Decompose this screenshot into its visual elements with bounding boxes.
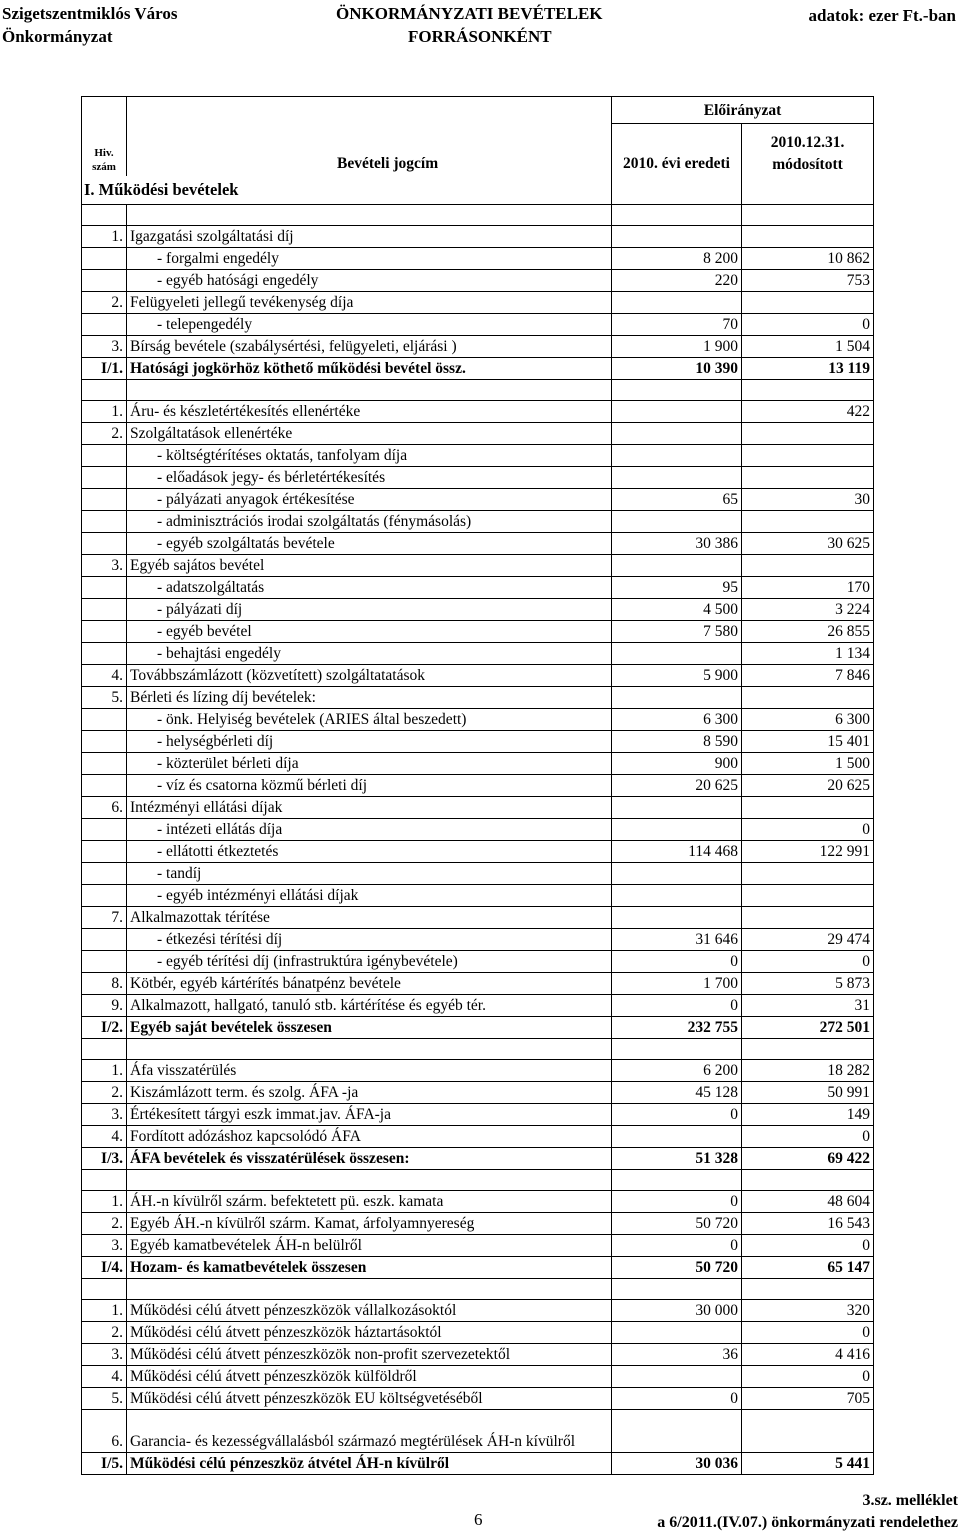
modified-appropriation xyxy=(742,422,874,444)
row-label: Felügyeleti jellegű tevékenység díja xyxy=(127,291,612,313)
row-number: 1. xyxy=(82,225,127,247)
modified-appropriation: 30 625 xyxy=(742,532,874,554)
modified-appropriation xyxy=(742,291,874,313)
original-appropriation xyxy=(612,906,742,928)
row-number: 9. xyxy=(82,994,127,1016)
row-label: - előadások jegy- és bérletértékesítés xyxy=(127,466,612,488)
row-number: 6. xyxy=(82,796,127,818)
original-appropriation xyxy=(612,291,742,313)
original-appropriation xyxy=(612,1409,742,1452)
eredeti-header: 2010. évi eredeti xyxy=(612,124,742,176)
row-label: Szolgáltatások ellenértéke xyxy=(127,422,612,444)
row-number: I/3. xyxy=(82,1147,127,1169)
original-appropriation: 30 000 xyxy=(612,1299,742,1321)
row-label: Továbbszámlázott (közvetített) szolgáltatatások xyxy=(127,664,612,686)
row-label: Értékesített tárgyi eszk immat.jav. ÁFA-ja xyxy=(127,1103,612,1125)
row-label: - egyéb intézményi ellátási díjak xyxy=(127,884,612,906)
modified-appropriation: 5 873 xyxy=(742,972,874,994)
modified-appropriation: 69 422 xyxy=(742,1147,874,1169)
table-row xyxy=(82,818,874,840)
original-appropriation xyxy=(612,444,742,466)
row-label: - víz és csatorna közmű bérleti díj xyxy=(127,774,612,796)
spacer-row xyxy=(82,1169,874,1190)
modified-appropriation: 0 xyxy=(742,1234,874,1256)
row-number: 1. xyxy=(82,1059,127,1081)
table-row xyxy=(82,1387,874,1409)
table-row xyxy=(82,466,874,488)
row-number: I/1. xyxy=(82,357,127,379)
row-label: - közterület bérleti díja xyxy=(127,752,612,774)
total-row xyxy=(82,1016,874,1038)
row-label: Alkalmazottak térítése xyxy=(127,906,612,928)
szam-label: szám xyxy=(92,160,116,173)
row-number xyxy=(82,620,127,642)
modified-appropriation: 753 xyxy=(742,269,874,291)
table-row xyxy=(82,862,874,884)
page-number: 6 xyxy=(474,1510,483,1529)
original-appropriation: 95 xyxy=(612,576,742,598)
row-label: Garancia- és kezességvállalásból származó megtérülések ÁH-n kívülről xyxy=(127,1409,612,1452)
document-title: ÖNKORMÁNYZATI BEVÉTELEK xyxy=(336,4,603,23)
table-row xyxy=(82,422,874,444)
original-appropriation: 5 900 xyxy=(612,664,742,686)
municipality-suffix: Önkormányzat xyxy=(2,27,113,46)
row-number xyxy=(82,598,127,620)
original-appropriation: 20 625 xyxy=(612,774,742,796)
total-row xyxy=(82,357,874,379)
original-appropriation: 900 xyxy=(612,752,742,774)
spacer-row xyxy=(82,379,874,400)
row-label: Áru- és készletértékesítés ellenértéke xyxy=(127,400,612,422)
spacer-row xyxy=(82,1278,874,1299)
row-label: Működési célú pénzeszköz átvétel ÁH-n kívülről xyxy=(127,1452,612,1474)
modified-appropriation: 1 500 xyxy=(742,752,874,774)
original-appropriation xyxy=(612,884,742,906)
row-number: 5. xyxy=(82,686,127,708)
row-label: Bérleti és lízing díj bevételek: xyxy=(127,686,612,708)
jogcim-header: Bevételi jogcím xyxy=(127,124,612,176)
row-label: - intézeti ellátás díja xyxy=(127,818,612,840)
row-label: Egyéb saját bevételek összesen xyxy=(127,1016,612,1038)
row-label: Alkalmazott, hallgató, tanuló stb. kártérítése és egyéb tér. xyxy=(127,994,612,1016)
modified-appropriation: 48 604 xyxy=(742,1190,874,1212)
row-number xyxy=(82,818,127,840)
row-label: - forgalmi engedély xyxy=(127,247,612,269)
modified-appropriation xyxy=(742,554,874,576)
original-appropriation xyxy=(612,400,742,422)
table-row xyxy=(82,1321,874,1343)
table-row xyxy=(82,554,874,576)
table-header-row-1 xyxy=(82,97,874,124)
modified-appropriation: 16 543 xyxy=(742,1212,874,1234)
row-number xyxy=(82,488,127,510)
original-appropriation: 10 390 xyxy=(612,357,742,379)
table-row xyxy=(82,972,874,994)
original-appropriation: 1 700 xyxy=(612,972,742,994)
table-row xyxy=(82,444,874,466)
table-row xyxy=(82,1343,874,1365)
modified-appropriation: 0 xyxy=(742,1321,874,1343)
row-label: Áfa visszatérülés xyxy=(127,1059,612,1081)
row-number xyxy=(82,708,127,730)
table-row xyxy=(82,796,874,818)
header-left xyxy=(2,2,178,48)
modified-appropriation xyxy=(742,510,874,532)
spacer-row xyxy=(82,204,874,225)
original-appropriation: 220 xyxy=(612,269,742,291)
row-number: 4. xyxy=(82,1125,127,1147)
row-label: Fordított adózáshoz kapcsolódó ÁFA xyxy=(127,1125,612,1147)
row-label: Működési célú átvett pénzeszközök háztartásoktól xyxy=(127,1321,612,1343)
row-number: 4. xyxy=(82,664,127,686)
table-row xyxy=(82,1409,874,1452)
row-number xyxy=(82,466,127,488)
modified-appropriation: 422 xyxy=(742,400,874,422)
original-appropriation xyxy=(612,1365,742,1387)
original-appropriation: 70 xyxy=(612,313,742,335)
original-appropriation xyxy=(612,422,742,444)
modified-appropriation: 3 224 xyxy=(742,598,874,620)
row-number: 3. xyxy=(82,335,127,357)
original-appropriation: 232 755 xyxy=(612,1016,742,1038)
row-label: Hatósági jogkörhöz köthető működési bevétel össz. xyxy=(127,357,612,379)
modified-appropriation: 13 119 xyxy=(742,357,874,379)
original-appropriation: 8 200 xyxy=(612,247,742,269)
modified-appropriation: 320 xyxy=(742,1299,874,1321)
modified-appropriation: 18 282 xyxy=(742,1059,874,1081)
table-row xyxy=(82,1125,874,1147)
original-appropriation: 6 300 xyxy=(612,708,742,730)
row-label: - költségtérítéses oktatás, tanfolyam díja xyxy=(127,444,612,466)
annex-number: 3.sz. melléklet xyxy=(862,1492,958,1509)
modified-appropriation: 26 855 xyxy=(742,620,874,642)
row-label: - pályázati anyagok értékesítése xyxy=(127,488,612,510)
modified-appropriation: 0 xyxy=(742,950,874,972)
units-note: adatok: ezer Ft.-ban xyxy=(808,6,956,25)
original-appropriation xyxy=(612,225,742,247)
modified-appropriation: 30 xyxy=(742,488,874,510)
section-row xyxy=(82,176,874,205)
row-number: 3. xyxy=(82,1103,127,1125)
table-row xyxy=(82,510,874,532)
original-appropriation: 51 328 xyxy=(612,1147,742,1169)
table-row xyxy=(82,488,874,510)
row-label: - telepengedély xyxy=(127,313,612,335)
modified-appropriation: 705 xyxy=(742,1387,874,1409)
row-number: 7. xyxy=(82,906,127,928)
row-number: 2. xyxy=(82,291,127,313)
original-appropriation xyxy=(612,1321,742,1343)
row-number: 3. xyxy=(82,554,127,576)
table-header-row-2 xyxy=(82,124,874,176)
row-label: Egyéb ÁH.-n kívülről szárm. Kamat, árfolyamnyereség xyxy=(127,1212,612,1234)
row-label: Működési célú átvett pénzeszközök külföldről xyxy=(127,1365,612,1387)
modified-appropriation: 15 401 xyxy=(742,730,874,752)
original-appropriation: 8 590 xyxy=(612,730,742,752)
table-row xyxy=(82,906,874,928)
row-label: Működési célú átvett pénzeszközök non-profit szervezetektől xyxy=(127,1343,612,1365)
original-appropriation xyxy=(612,862,742,884)
row-label: - egyéb bevétel xyxy=(127,620,612,642)
original-appropriation: 50 720 xyxy=(612,1212,742,1234)
original-appropriation: 0 xyxy=(612,1387,742,1409)
original-appropriation: 1 900 xyxy=(612,335,742,357)
modified-appropriation: 1 134 xyxy=(742,642,874,664)
row-number xyxy=(82,247,127,269)
row-label: ÁFA bevételek és visszatérülések összesen: xyxy=(127,1147,612,1169)
row-label: - önk. Helyiség bevételek (ARIES által beszedett) xyxy=(127,708,612,730)
original-appropriation xyxy=(612,554,742,576)
row-number: 4. xyxy=(82,1365,127,1387)
row-number: 8. xyxy=(82,972,127,994)
table-row xyxy=(82,642,874,664)
row-number: I/4. xyxy=(82,1256,127,1278)
original-appropriation xyxy=(612,818,742,840)
row-number xyxy=(82,642,127,664)
modified-appropriation: 0 xyxy=(742,313,874,335)
row-label: Működési célú átvett pénzeszközök vállalkozásoktól xyxy=(127,1299,612,1321)
hiv-label: Hiv. xyxy=(94,146,114,159)
original-appropriation: 30 386 xyxy=(612,532,742,554)
row-number: 5. xyxy=(82,1387,127,1409)
modified-appropriation: 29 474 xyxy=(742,928,874,950)
table-row xyxy=(82,708,874,730)
row-number xyxy=(82,840,127,862)
row-label: Hozam- és kamatbevételek összesen xyxy=(127,1256,612,1278)
row-number: 1. xyxy=(82,400,127,422)
row-number: 3. xyxy=(82,1343,127,1365)
modified-appropriation xyxy=(742,225,874,247)
modified-appropriation: 7 846 xyxy=(742,664,874,686)
row-label: - tandíj xyxy=(127,862,612,884)
header-center xyxy=(336,2,636,48)
row-number xyxy=(82,928,127,950)
row-label: Kiszámlázott term. és szolg. ÁFA -ja xyxy=(127,1081,612,1103)
original-appropriation: 7 580 xyxy=(612,620,742,642)
total-row xyxy=(82,1256,874,1278)
row-label: - helységbérleti díj xyxy=(127,730,612,752)
original-appropriation xyxy=(612,796,742,818)
row-label: Bírság bevétele (szabálysértési, felügyeleti, eljárási ) xyxy=(127,335,612,357)
table-row xyxy=(82,1190,874,1212)
modified-appropriation: 149 xyxy=(742,1103,874,1125)
row-label: Egyéb kamatbevételek ÁH-n belülről xyxy=(127,1234,612,1256)
original-appropriation xyxy=(612,466,742,488)
modified-appropriation: 5 441 xyxy=(742,1452,874,1474)
municipality-name: Szigetszentmiklós Város xyxy=(2,4,178,23)
row-number xyxy=(82,532,127,554)
original-appropriation: 0 xyxy=(612,950,742,972)
table-row xyxy=(82,576,874,598)
table-row xyxy=(82,994,874,1016)
row-label: Működési célú átvett pénzeszközök EU költségvetéséből xyxy=(127,1387,612,1409)
row-number xyxy=(82,444,127,466)
table-row xyxy=(82,664,874,686)
row-number: 1. xyxy=(82,1190,127,1212)
document-subtitle: FORRÁSONKÉNT xyxy=(408,27,552,46)
table-row xyxy=(82,950,874,972)
hiv-szam-header xyxy=(82,124,127,176)
row-label: Egyéb sajátos bevétel xyxy=(127,554,612,576)
modified-appropriation xyxy=(742,444,874,466)
table-row xyxy=(82,313,874,335)
original-appropriation: 50 720 xyxy=(612,1256,742,1278)
total-row xyxy=(82,1452,874,1474)
modified-appropriation: 0 xyxy=(742,1125,874,1147)
table-row xyxy=(82,620,874,642)
table-row xyxy=(82,247,874,269)
modified-appropriation: 0 xyxy=(742,818,874,840)
modified-appropriation xyxy=(742,466,874,488)
original-appropriation: 31 646 xyxy=(612,928,742,950)
row-number: I/2. xyxy=(82,1016,127,1038)
row-label: - egyéb hatósági engedély xyxy=(127,269,612,291)
original-appropriation xyxy=(612,510,742,532)
modified-appropriation xyxy=(742,862,874,884)
table-row xyxy=(82,774,874,796)
original-appropriation xyxy=(612,642,742,664)
row-label: Igazgatási szolgáltatási díj xyxy=(127,225,612,247)
row-label: - ellátotti étkeztetés xyxy=(127,840,612,862)
table-row xyxy=(82,598,874,620)
row-number xyxy=(82,313,127,335)
row-label: Intézményi ellátási díjak xyxy=(127,796,612,818)
modified-appropriation: 10 862 xyxy=(742,247,874,269)
row-number: 2. xyxy=(82,1081,127,1103)
row-number xyxy=(82,752,127,774)
modified-appropriation: 20 625 xyxy=(742,774,874,796)
original-appropriation: 36 xyxy=(612,1343,742,1365)
row-label: - étkezési térítési díj xyxy=(127,928,612,950)
row-label: - behajtási engedély xyxy=(127,642,612,664)
table-row xyxy=(82,730,874,752)
original-appropriation xyxy=(612,1125,742,1147)
row-label: - egyéb térítési díj (infrastruktúra igénybevétele) xyxy=(127,950,612,972)
row-label: Kötbér, egyéb kártérítés bánatpénz bevétele xyxy=(127,972,612,994)
original-appropriation: 114 468 xyxy=(612,840,742,862)
original-appropriation: 0 xyxy=(612,994,742,1016)
modified-appropriation xyxy=(742,796,874,818)
row-number xyxy=(82,730,127,752)
table-row xyxy=(82,1234,874,1256)
table-row xyxy=(82,840,874,862)
table-row xyxy=(82,291,874,313)
modified-appropriation: 122 991 xyxy=(742,840,874,862)
table-row xyxy=(82,884,874,906)
original-appropriation: 30 036 xyxy=(612,1452,742,1474)
modified-appropriation xyxy=(742,884,874,906)
row-number xyxy=(82,576,127,598)
modified-appropriation: 50 991 xyxy=(742,1081,874,1103)
total-row xyxy=(82,1147,874,1169)
row-label: ÁH.-n kívülről szárm. befektetett pü. eszk. kamata xyxy=(127,1190,612,1212)
original-appropriation: 0 xyxy=(612,1190,742,1212)
modified-appropriation: 4 416 xyxy=(742,1343,874,1365)
table-row xyxy=(82,335,874,357)
table-row xyxy=(82,928,874,950)
row-number: I/5. xyxy=(82,1452,127,1474)
row-number: 2. xyxy=(82,422,127,444)
table-row xyxy=(82,532,874,554)
eloiranyzat-header: Előirányzat xyxy=(612,97,874,124)
modositott-date: 2010.12.31. xyxy=(770,133,845,151)
original-appropriation: 0 xyxy=(612,1103,742,1125)
modositott-header xyxy=(742,124,874,176)
table-row xyxy=(82,269,874,291)
row-number xyxy=(82,884,127,906)
modified-appropriation xyxy=(742,906,874,928)
modified-appropriation xyxy=(742,686,874,708)
original-appropriation xyxy=(612,686,742,708)
row-number xyxy=(82,862,127,884)
regulation-reference: a 6/2011.(IV.07.) önkormányzati rendelethez xyxy=(657,1514,958,1531)
table-row xyxy=(82,400,874,422)
row-number xyxy=(82,510,127,532)
row-label: - pályázati díj xyxy=(127,598,612,620)
original-appropriation: 0 xyxy=(612,1234,742,1256)
table-row xyxy=(82,686,874,708)
modified-appropriation: 0 xyxy=(742,1365,874,1387)
row-number: 6. xyxy=(82,1409,127,1452)
modified-appropriation: 65 147 xyxy=(742,1256,874,1278)
annex-note xyxy=(657,1490,958,1534)
table-row xyxy=(82,1365,874,1387)
table-row xyxy=(82,1059,874,1081)
table-row xyxy=(82,752,874,774)
revenue-table xyxy=(81,96,874,1475)
row-number: 2. xyxy=(82,1321,127,1343)
modified-appropriation: 1 504 xyxy=(742,335,874,357)
section-title: I. Működési bevételek xyxy=(82,176,612,205)
original-appropriation: 4 500 xyxy=(612,598,742,620)
modified-appropriation xyxy=(742,1409,874,1452)
table-row xyxy=(82,225,874,247)
original-appropriation: 45 128 xyxy=(612,1081,742,1103)
table-row xyxy=(82,1299,874,1321)
row-number xyxy=(82,950,127,972)
spacer-row xyxy=(82,1038,874,1059)
original-appropriation: 65 xyxy=(612,488,742,510)
row-number: 1. xyxy=(82,1299,127,1321)
row-label: - adminisztrációs irodai szolgáltatás (fénymásolás) xyxy=(127,510,612,532)
row-number xyxy=(82,774,127,796)
modified-appropriation: 31 xyxy=(742,994,874,1016)
modified-appropriation: 6 300 xyxy=(742,708,874,730)
modositott-label: módosított xyxy=(772,155,843,173)
row-number: 3. xyxy=(82,1234,127,1256)
table-row xyxy=(82,1212,874,1234)
table-row xyxy=(82,1103,874,1125)
row-number xyxy=(82,269,127,291)
row-number: 2. xyxy=(82,1212,127,1234)
modified-appropriation: 170 xyxy=(742,576,874,598)
modified-appropriation: 272 501 xyxy=(742,1016,874,1038)
table-row xyxy=(82,1081,874,1103)
row-label: - egyéb szolgáltatás bevétele xyxy=(127,532,612,554)
original-appropriation: 6 200 xyxy=(612,1059,742,1081)
row-label: - adatszolgáltatás xyxy=(127,576,612,598)
